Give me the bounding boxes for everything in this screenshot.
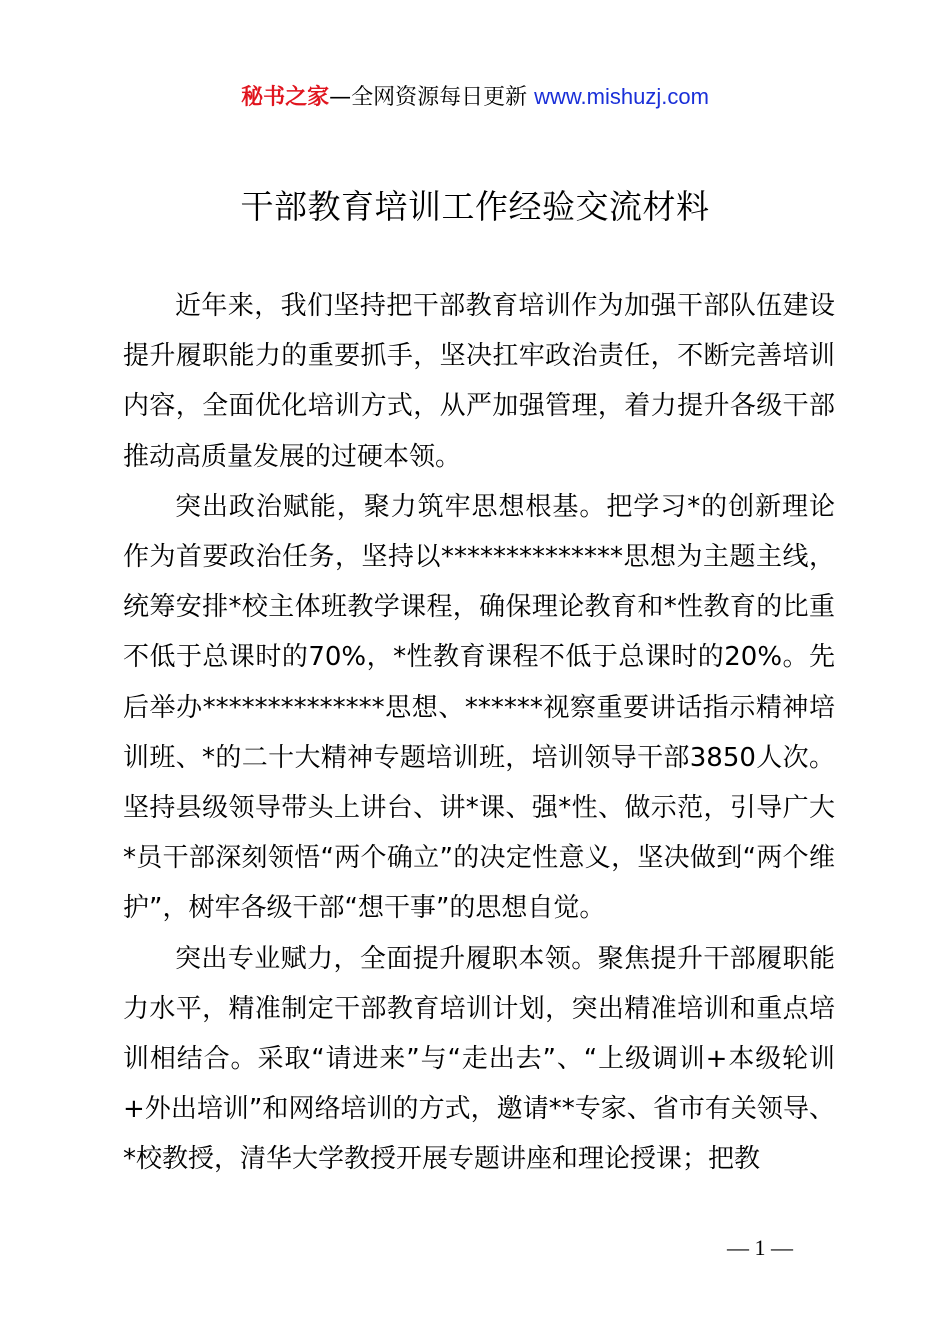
page-number: — 1 — (727, 1235, 793, 1260)
paragraph-political: 突出政治赋能，聚力筑牢思想根基。把学习*的创新理论作为首要政治任务，坚持以**************思想为主题主线，统筹安排*校主体班教学课程，确保理论教育和*性教育的比重不低于总课时的70%，*性教育课程不低于总课时的20%。先后举办**************思想、******视察重要讲话指示精神培训班、*的二十大精神专题培训班，培训领导干部3850人次。坚持县级领导带头上讲台、讲*课、强*性、做示范，引导广大*员干部深刻领悟“两个确立”的决定性意义，坚决做到“两个维护”，树牢各级干部“想干事”的思想自觉。 (123, 491, 835, 924)
document-title: 干部教育培训工作经验交流材料 (240, 187, 710, 226)
document-body (123, 281, 835, 1185)
site-tagline: —全网资源每日更新 (329, 85, 528, 110)
site-name: 秘书之家 (241, 85, 330, 110)
paragraph-professional: 突出专业赋力，全面提升履职本领。聚焦提升干部履职能力水平，精准制定干部教育培训计划，突出精准培训和重点培训相结合。采取“请进来”与“走出去”、“上级调训+本级轮训+外出培训”和网络培训的方式，邀请**专家、省市有关领导、*校教授，清华大学教授开展专题讲座和理论授课；把教 (123, 943, 835, 1175)
paragraph-intro: 近年来，我们坚持把干部教育培训作为加强干部队伍建设提升履职能力的重要抓手，坚决扛牢政治责任，不断完善培训内容，全面优化培训方式，从严加强管理，着力提升各级干部推动高质量发展的过硬本领。 (123, 291, 835, 472)
site-url-link[interactable]: www.mishuzj.com (534, 84, 709, 109)
site-header (0, 80, 950, 115)
